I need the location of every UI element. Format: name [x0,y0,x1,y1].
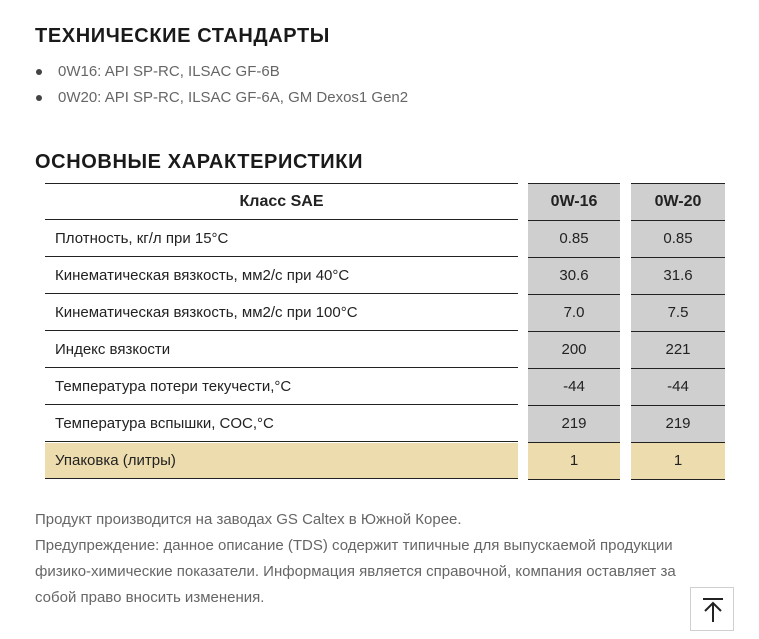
table-row [45,221,735,258]
production-note: Продукт производится на заводах GS Caltex в Южной Корее. [35,511,462,528]
row-value-0w16: 0.85 [528,221,620,258]
header-0w16: 0W-16 [528,184,620,221]
scroll-to-top-button[interactable] [690,587,734,631]
table-header-row [45,184,735,221]
row-value-0w16: 219 [528,406,620,443]
row-label: Кинематическая вязкость, мм2/с при 40°C [45,258,518,294]
row-label: Температура вспышки, COC,°C [45,406,518,442]
row-label: Кинематическая вязкость, мм2/с при 100°C [45,295,518,331]
row-value-0w16: 1 [528,443,620,480]
header-sae-class: Класс SAE [45,184,518,220]
row-value-0w20: -44 [631,369,725,406]
row-value-0w16: -44 [528,369,620,406]
row-value-0w20: 1 [631,443,725,480]
row-label: Индекс вязкости [45,332,518,368]
row-value-0w16: 30.6 [528,258,620,295]
specs-title: ОСНОВНЫЕ ХАРАКТЕРИСТИКИ [35,151,364,173]
table-row [45,369,735,406]
row-label: Плотность, кг/л при 15°C [45,221,518,257]
header-0w20: 0W-20 [631,184,725,221]
row-value-0w20: 221 [631,332,725,369]
table-row [45,258,735,295]
list-item: 0W16: API SP-RC, ILSAC GF-6B [35,60,408,86]
disclaimer [35,507,695,611]
table-row-package [45,443,735,480]
row-value-0w20: 31.6 [631,258,725,295]
table-row [45,406,735,443]
row-value-0w16: 200 [528,332,620,369]
arrow-up-to-line-icon [701,597,725,623]
list-item: 0W20: API SP-RC, ILSAC GF-6A, GM Dexos1 Gen2 [35,86,408,112]
row-value-0w16: 7.0 [528,295,620,332]
row-value-0w20: 219 [631,406,725,443]
standards-title: ТЕХНИЧЕСКИЕ СТАНДАРТЫ [35,25,330,47]
row-value-0w20: 7.5 [631,295,725,332]
row-label: Температура потери текучести,°C [45,369,518,405]
warning-note: Предупреждение: данное описание (TDS) содержит типичные для выпускаемой продукции физико-химические показатели. Информация является справочной, компания оставляет за собой право вносить изменения. [35,537,676,606]
row-value-0w20: 0.85 [631,221,725,258]
table-row [45,295,735,332]
row-label: Упаковка (литры) [45,443,518,479]
standards-list [35,60,408,112]
table-row [45,332,735,369]
